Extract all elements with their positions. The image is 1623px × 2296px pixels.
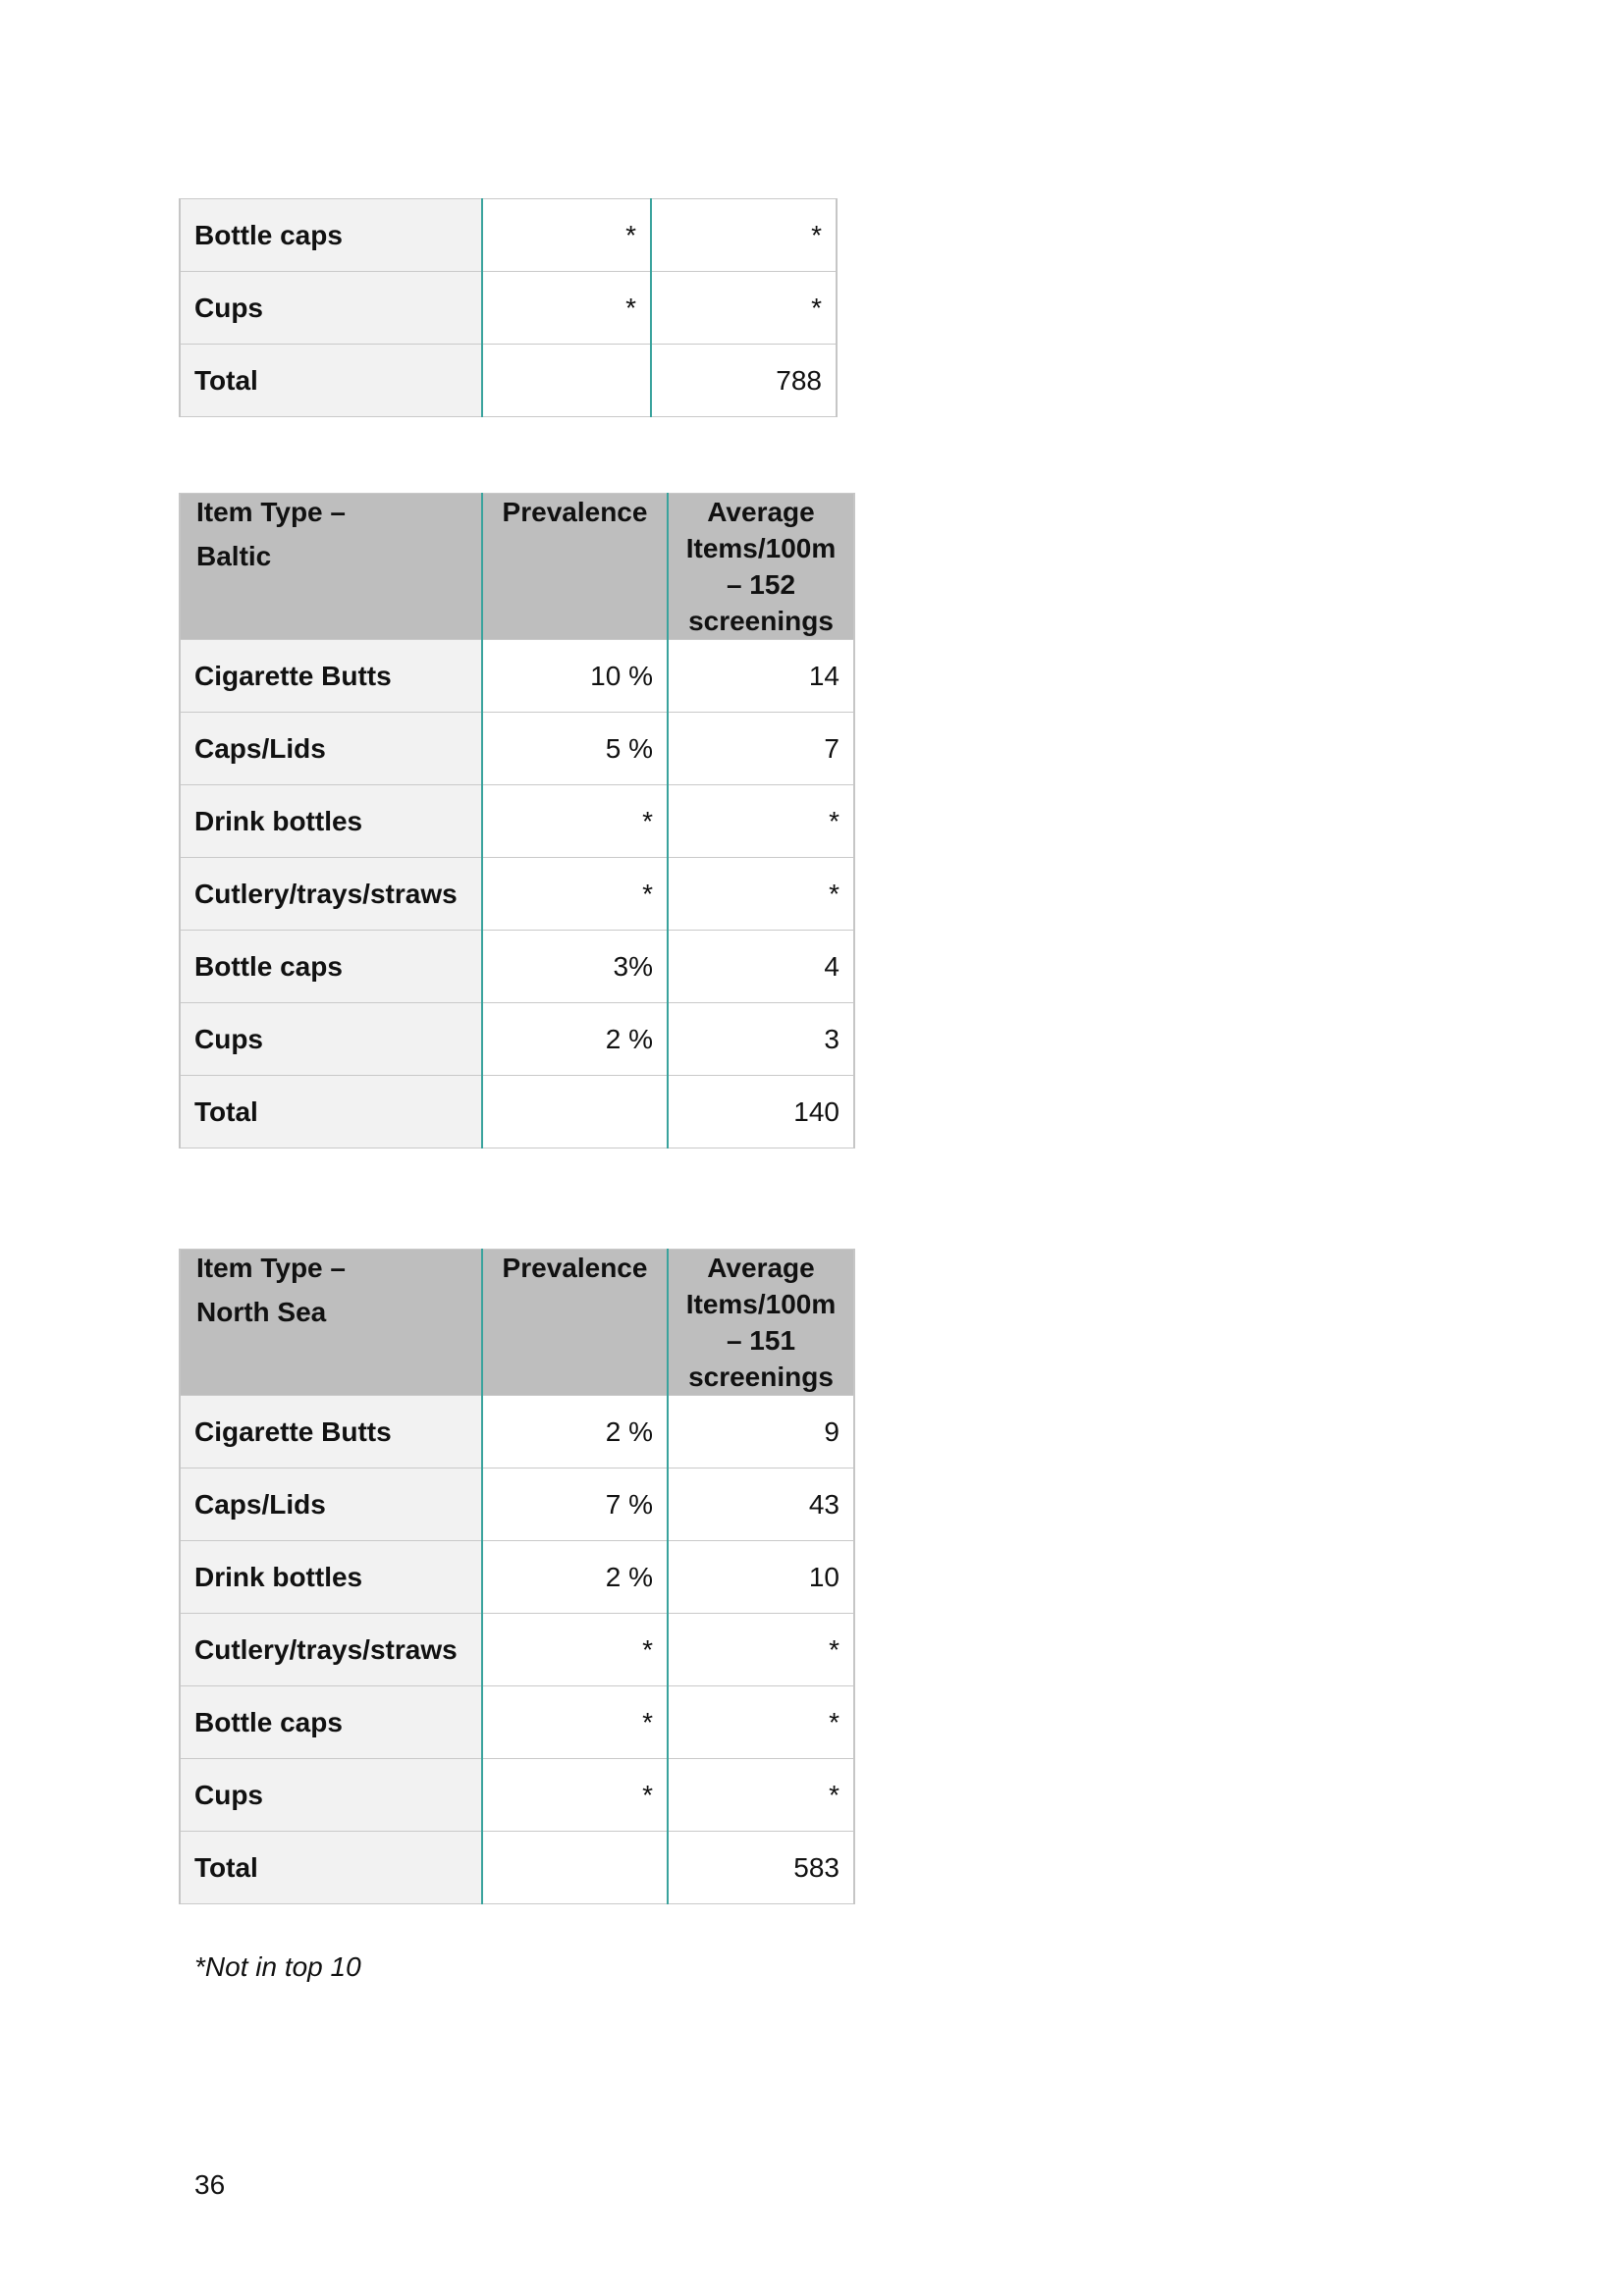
prevalence-cell — [482, 345, 651, 417]
header-text: Item Type – — [196, 1253, 346, 1283]
row-label: Cutlery/trays/straws — [180, 1614, 482, 1686]
header-text: screenings — [688, 606, 834, 636]
table-row — [180, 1614, 854, 1686]
table-row — [180, 1396, 854, 1468]
prevalence-cell: 2 % — [482, 1396, 668, 1468]
row-label: Cups — [180, 1759, 482, 1832]
row-label: Drink bottles — [180, 785, 482, 858]
header-text: Average — [707, 1253, 815, 1283]
row-label: Cups — [180, 272, 482, 345]
header-text: screenings — [688, 1362, 834, 1392]
prevalence-cell: 2 % — [482, 1541, 668, 1614]
prevalence-header — [482, 494, 668, 640]
row-label: Cutlery/trays/straws — [180, 858, 482, 931]
average-cell: 14 — [668, 640, 854, 713]
item-type-header — [180, 494, 482, 640]
table-row — [180, 199, 837, 272]
item-type-header — [180, 1250, 482, 1396]
row-label: Bottle caps — [180, 1686, 482, 1759]
row-label: Caps/Lids — [180, 1468, 482, 1541]
average-cell: 7 — [668, 713, 854, 785]
table-row — [180, 858, 854, 931]
row-label: Cigarette Butts — [180, 1396, 482, 1468]
average-cell: 788 — [651, 345, 837, 417]
prevalence-cell: * — [482, 199, 651, 272]
average-cell: * — [668, 1759, 854, 1832]
table-row-total — [180, 345, 837, 417]
average-cell: * — [668, 1686, 854, 1759]
header-text: Item Type – — [196, 497, 346, 527]
page-number: 36 — [194, 2169, 226, 2200]
average-cell: 583 — [668, 1832, 854, 1904]
average-cell: * — [668, 858, 854, 931]
row-label: Total — [180, 1832, 482, 1904]
average-cell: 140 — [668, 1076, 854, 1148]
footnote: *Not in top 10 — [194, 1951, 361, 1982]
prevalence-cell: * — [482, 785, 668, 858]
table-header-row — [180, 494, 854, 640]
table-row — [180, 785, 854, 858]
table-row — [180, 1541, 854, 1614]
header-text: – 152 — [726, 569, 796, 600]
header-text: Prevalence — [502, 497, 648, 527]
header-text: Average — [707, 497, 815, 527]
average-cell: 3 — [668, 1003, 854, 1076]
row-label: Cups — [180, 1003, 482, 1076]
litter-table-continued — [179, 198, 838, 417]
prevalence-cell — [482, 1832, 668, 1904]
row-label: Total — [180, 1076, 482, 1148]
header-text: Items/100m — [685, 1289, 837, 1319]
average-cell: 43 — [668, 1468, 854, 1541]
litter-table-north-sea — [179, 1249, 855, 1904]
average-cell: * — [668, 785, 854, 858]
average-header — [668, 1250, 854, 1396]
header-text: Items/100m — [685, 533, 837, 563]
table-row — [180, 1468, 854, 1541]
row-label: Bottle caps — [180, 199, 482, 272]
table-row-total — [180, 1076, 854, 1148]
prevalence-cell: 10 % — [482, 640, 668, 713]
prevalence-cell: 2 % — [482, 1003, 668, 1076]
average-cell: 4 — [668, 931, 854, 1003]
header-text: Baltic — [196, 541, 272, 571]
table-row — [180, 1759, 854, 1832]
table-row — [180, 272, 837, 345]
prevalence-cell — [482, 1076, 668, 1148]
row-label: Total — [180, 345, 482, 417]
prevalence-cell: * — [482, 272, 651, 345]
prevalence-cell: * — [482, 1759, 668, 1832]
average-cell: 9 — [668, 1396, 854, 1468]
row-label: Cigarette Butts — [180, 640, 482, 713]
row-label: Bottle caps — [180, 931, 482, 1003]
table-row — [180, 640, 854, 713]
prevalence-header — [482, 1250, 668, 1396]
row-label: Drink bottles — [180, 1541, 482, 1614]
table-row — [180, 1686, 854, 1759]
table-row — [180, 1003, 854, 1076]
prevalence-cell: * — [482, 1686, 668, 1759]
prevalence-cell: 3% — [482, 931, 668, 1003]
table-row-total — [180, 1832, 854, 1904]
average-cell: 10 — [668, 1541, 854, 1614]
prevalence-cell: 7 % — [482, 1468, 668, 1541]
average-header — [668, 494, 854, 640]
header-text: North Sea — [196, 1297, 327, 1327]
table-row — [180, 713, 854, 785]
table-header-row — [180, 1250, 854, 1396]
table-row — [180, 931, 854, 1003]
average-cell: * — [651, 272, 837, 345]
average-cell: * — [651, 199, 837, 272]
average-cell: * — [668, 1614, 854, 1686]
header-text: – 151 — [726, 1325, 796, 1356]
prevalence-cell: * — [482, 1614, 668, 1686]
litter-table-baltic — [179, 493, 855, 1148]
header-text: Prevalence — [502, 1253, 648, 1283]
prevalence-cell: 5 % — [482, 713, 668, 785]
prevalence-cell: * — [482, 858, 668, 931]
row-label: Caps/Lids — [180, 713, 482, 785]
